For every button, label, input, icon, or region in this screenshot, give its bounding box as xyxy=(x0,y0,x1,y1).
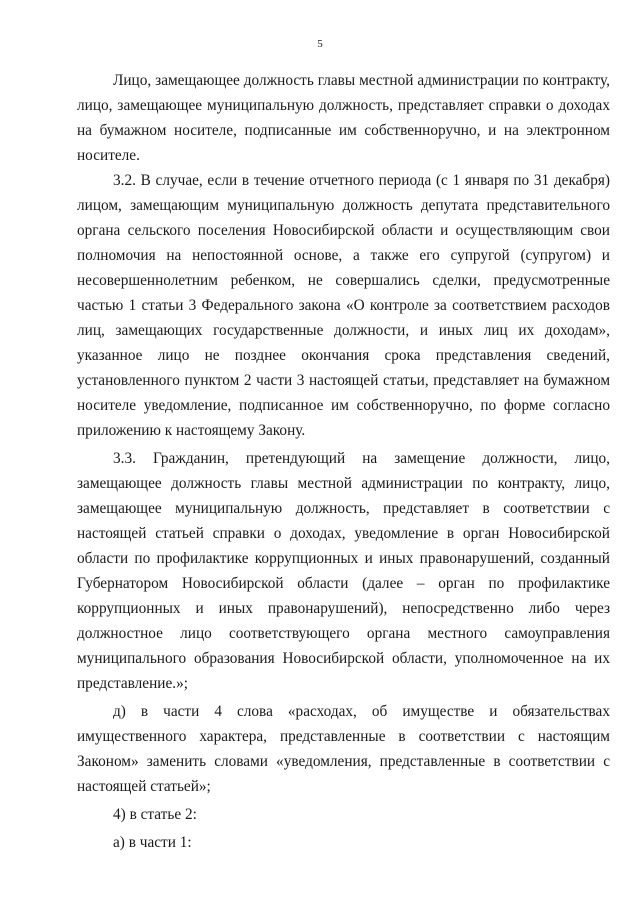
paragraph-item-a: а) в части 1: xyxy=(113,834,192,851)
paragraph-head-of-administration: Лицо, замещающее должность главы местной администрации по контракту, лицо, замещающее муниципальную должность, представляет справки о доходах на бумажном носителе, подписанные им собственноручно, и на электронном носителе. xyxy=(77,72,610,164)
document-body xyxy=(77,68,610,855)
page-number: 5 xyxy=(317,38,323,50)
paragraph-item-d: д) в части 4 слова «расходах, об имуществе и обязательствах имущественного характера, представленные в соответствии с настоящим Законом» заменить словами «уведомления, представленные в соответствии с настоящей статьей»; xyxy=(77,703,610,795)
paragraph-3-2: 3.2. В случае, если в течение отчетного периода (с 1 января по 31 декабря) лицом, замещающим муниципальную должность депутата представительного органа сельского поселения Новосибирской области и осуществляющим свои полномочия на непостоянной основе, а также его супругой (супругом) и несовершеннолетним ребенком, не совершались сделки, предусмотренные частью 1 статьи 3 Федерального закона «О контроле за соответствием расходов лиц, замещающих государственные должности, и иных лиц их доходам», указанное лицо не позднее окончания срока представления сведений, установленного пунктом 2 части 3 настоящей статьи, представляет на бумажном носителе уведомление, подписанное им собственноручно, по форме согласно приложению к настоящему Закону. xyxy=(77,172,610,439)
paragraph-3-3: 3.3. Гражданин, претендующий на замещение должности, лицо, замещающее должность главы местной администрации по контракту, лицо, замещающее муниципальную должность, представляет в соответствии с настоящей статьей справки о доходах, уведомление в орган Новосибирской области по профилактике коррупционных и иных правонарушений, созданный Губернатором Новосибирской области (далее – орган по профилактике коррупционных и иных правонарушений), непосредственно либо через должностное лицо соответствующего органа местного самоуправления муниципального образования Новосибирской области, уполномоченное на их представление.»; xyxy=(77,450,610,692)
paragraph-item-4: 4) в статье 2: xyxy=(113,806,197,823)
